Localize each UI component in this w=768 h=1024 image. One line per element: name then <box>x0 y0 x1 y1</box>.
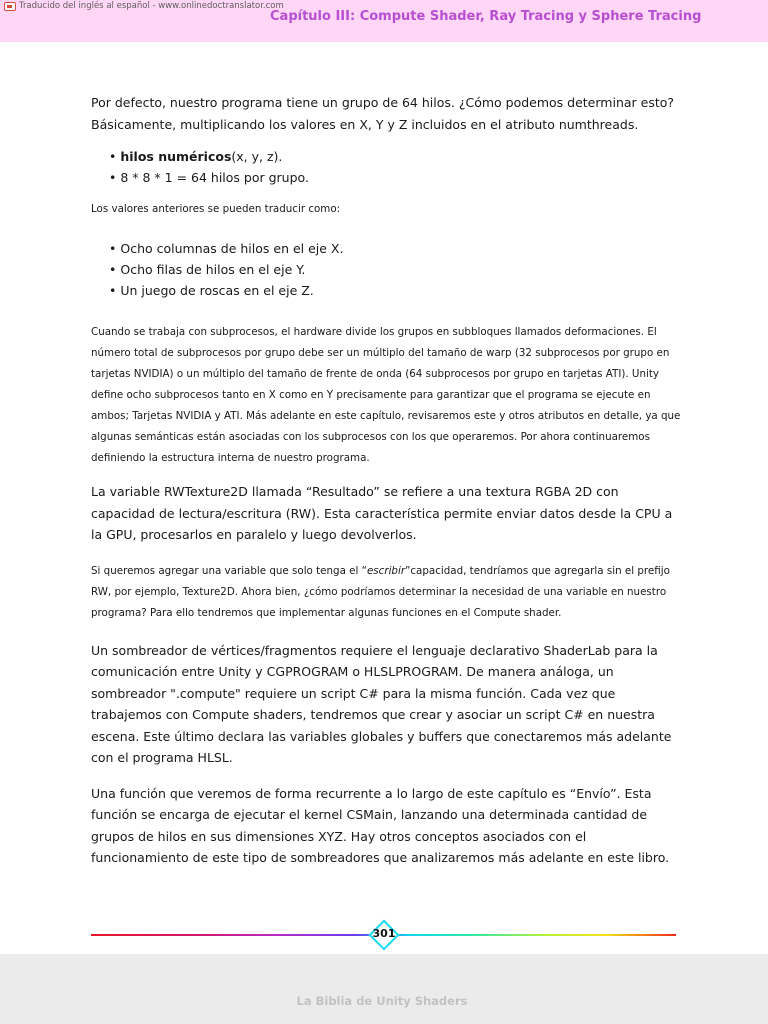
paragraph-3: Cuando se trabaja con subprocesos, el hardware divide los grupos en subbloques llamados deformaciones. El número total de subprocesos por grupo debe ser un múltiplo del tamaño de warp (32 subprocesos por grupo en tarjetas NVIDIA) o un múltiplo del tamaño de frente de onda (64 subprocesos por grupo en tarjetas ATI). Unity define ocho subprocesos tanto en X como en Y precisamente para garantizar que el programa se ejecute en ambos; Tarjetas NVIDIA y ATI. Más adelante en este capítulo, revisaremos este y otros atributos en detalle, ya que algunas semánticas están asociadas con los subprocesos con los que operaremos. Por ahora continuaremos definiendo la estructura interna de nuestro programa. <box>91 326 681 464</box>
translator-note[interactable]: Traducido del inglés al español - www.onlinedoctranslator.com <box>19 1 284 11</box>
page-header <box>0 0 768 42</box>
paragraph-6: Un sombreador de vértices/fragmentos requiere el lenguaje declarativo ShaderLab para la comunicación entre Unity y CGPROGRAM o HLSLPROGRAM. De manera análoga, un sombreador ".compute" requiere un script C# para la misma función. Cada vez que trabajemos con Compute shaders, tendremos que crear y asociar un script C# en nuestra escena. Este último declara las variables globales y buffers que conectaremos más adelante con el programa HLSL. <box>91 642 672 765</box>
paragraph-5-italic: escribir <box>366 564 406 577</box>
list-item: • Un juego de roscas en el eje Z. <box>109 283 314 298</box>
list-item-bold: hilos numéricos <box>120 149 232 164</box>
paragraph-5-before: Si queremos agregar una variable que solo tenga el “ <box>91 564 367 577</box>
list-item-text: Un juego de roscas en el eje Z. <box>120 283 314 298</box>
list-item: • Ocho filas de hilos en el eje Y. <box>109 262 306 277</box>
paragraph-7: Una función que veremos de forma recurrente a lo largo de este capítulo es “Envío”. Esta función se encarga de ejecutar el kernel CSMain, lanzando una determinada cantidad de grupos de hilos en sus dimensiones XYZ. Hay otros conceptos asociados con el funcionamiento de este tipo de sombreadores que analizaremos más adelante en este libro. <box>91 785 670 865</box>
page-footer <box>0 954 768 1024</box>
page-content <box>91 92 681 869</box>
book-title: La Biblia de Unity Shaders <box>296 994 468 1008</box>
list-item-text: (x, y, z). <box>231 149 283 164</box>
list-item: • 8 * 8 * 1 = 64 hilos por grupo. <box>109 170 309 185</box>
translator-banner[interactable] <box>4 0 284 12</box>
paragraph-1: Por defecto, nuestro programa tiene un grupo de 64 hilos. ¿Cómo podemos determinar esto? Básicamente, multiplicando los valores en X, Y y Z incluidos en el atributo numthreads. <box>91 95 675 132</box>
page-number: 301 <box>372 927 396 940</box>
paragraph-2: Los valores anteriores se pueden traducir como: <box>91 203 341 215</box>
paragraph-4: La variable RWTexture2D llamada “Resultado” se refiere a una textura RGBA 2D con capacidad de lectura/escritura (RW). Esta característica permite enviar datos desde la CPU a la GPU, procesarlos en paralelo y luego devolverlos. <box>91 484 673 542</box>
list-item-text: Ocho filas de hilos en el eje Y. <box>120 262 306 277</box>
page-number-badge <box>368 919 400 951</box>
bullet-list-1 <box>91 146 681 188</box>
chapter-title: Capítulo III: Compute Shader, Ray Tracing y Sphere Tracing <box>270 9 702 24</box>
list-item-text: Ocho columnas de hilos en el eje X. <box>120 241 344 256</box>
list-item: • hilos numéricos(x, y, z). <box>109 149 283 164</box>
list-item: • Ocho columnas de hilos en el eje X. <box>109 241 344 256</box>
translate-icon <box>4 2 16 11</box>
paragraph-5 <box>91 561 681 624</box>
paragraph-5-after: ”capacidad, tendríamos que agregarla sin el prefijo RW, por ejemplo, Texture2D. Ahora bien, ¿cómo podríamos determinar la necesidad de una variable en nuestro programa? Para ello tendremos que implementar algunas funciones en el Compute shader. <box>91 564 670 619</box>
bullet-list-2 <box>91 238 681 301</box>
list-item-text: 8 * 8 * 1 = 64 hilos por grupo. <box>120 170 309 185</box>
